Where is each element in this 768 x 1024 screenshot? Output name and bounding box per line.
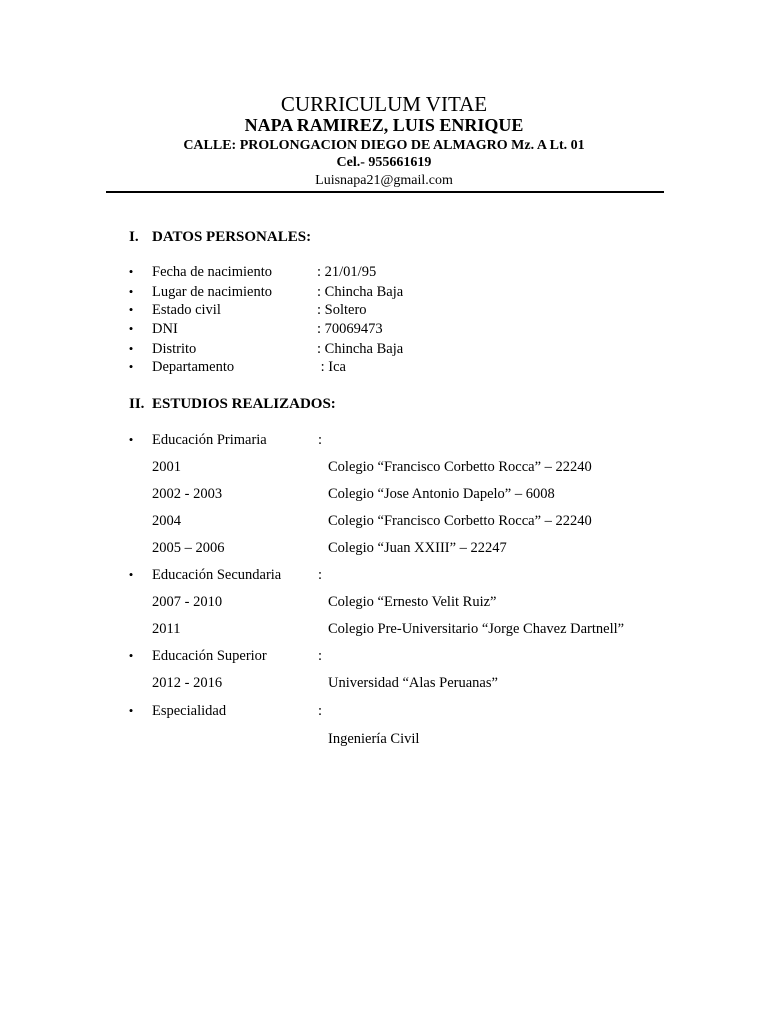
candidate-email: Luisnapa21@gmail.com bbox=[315, 173, 453, 188]
field-colon: : bbox=[318, 432, 323, 448]
bullet-icon: • bbox=[128, 432, 134, 447]
list-item-dni bbox=[0, 319, 768, 339]
bullet-icon: • bbox=[128, 648, 134, 663]
candidate-phone: Cel.- 955661619 bbox=[336, 155, 432, 170]
field-value: : Chincha Baja bbox=[317, 341, 404, 357]
cv-title: CURRICULUM VITAE bbox=[280, 92, 488, 116]
education-year: 2002 - 2003 bbox=[152, 486, 223, 502]
education-entry bbox=[0, 673, 768, 693]
field-value: : 70069473 bbox=[317, 321, 383, 337]
education-entry bbox=[0, 457, 768, 477]
education-year: 2005 – 2006 bbox=[152, 540, 225, 556]
field-value: : Chincha Baja bbox=[317, 284, 404, 300]
bullet-icon: • bbox=[128, 264, 134, 279]
education-school: Colegio “Juan XXIII” – 22247 bbox=[328, 540, 507, 556]
field-value: : 21/01/95 bbox=[317, 264, 377, 280]
list-item-especialidad bbox=[0, 701, 768, 721]
bullet-icon: • bbox=[128, 302, 134, 317]
education-school: Colegio “Francisco Corbetto Rocca” – 22240 bbox=[328, 513, 592, 529]
list-item-fecha-nacimiento bbox=[0, 262, 768, 282]
education-school: Colegio “Ernesto Velit Ruiz” bbox=[328, 594, 497, 610]
education-school: Universidad “Alas Peruanas” bbox=[328, 675, 498, 691]
list-item-educacion-primaria bbox=[0, 430, 768, 450]
education-level-label: Educación Primaria bbox=[152, 432, 267, 448]
list-item-departamento bbox=[0, 357, 768, 377]
especialidad-entry bbox=[0, 729, 768, 749]
education-level-label: Educación Superior bbox=[152, 648, 267, 664]
education-level-label: Especialidad bbox=[152, 703, 227, 719]
list-item-lugar-nacimiento bbox=[0, 282, 768, 302]
list-item-distrito bbox=[0, 339, 768, 359]
education-school: Colegio Pre-Universitario “Jorge Chavez Dartnell” bbox=[328, 621, 625, 637]
list-item-educacion-superior bbox=[0, 646, 768, 666]
field-label: Distrito bbox=[152, 341, 197, 357]
education-year: 2012 - 2016 bbox=[152, 675, 223, 691]
field-label: Lugar de nacimiento bbox=[152, 284, 272, 300]
section-title: DATOS PERSONALES: bbox=[152, 229, 312, 245]
bullet-icon: • bbox=[128, 567, 134, 582]
candidate-name: NAPA RAMIREZ, LUIS ENRIQUE bbox=[244, 115, 524, 135]
field-colon: : bbox=[318, 648, 323, 664]
field-value: : Ica bbox=[317, 359, 346, 375]
field-colon: : bbox=[318, 703, 323, 719]
section-number: II. bbox=[129, 396, 145, 412]
education-entry bbox=[0, 511, 768, 531]
especialidad-value: Ingeniería Civil bbox=[328, 731, 420, 747]
education-year: 2001 bbox=[152, 459, 181, 475]
bullet-icon: • bbox=[128, 703, 134, 718]
education-school: Colegio “Francisco Corbetto Rocca” – 22240 bbox=[328, 459, 592, 475]
section-estudios-heading bbox=[129, 395, 336, 413]
bullet-icon: • bbox=[128, 321, 134, 336]
field-label: Departamento bbox=[152, 359, 235, 375]
field-colon: : bbox=[318, 567, 323, 583]
field-value: : Soltero bbox=[317, 302, 367, 318]
education-entry bbox=[0, 619, 768, 639]
education-level-label: Educación Secundaria bbox=[152, 567, 282, 583]
education-year: 2007 - 2010 bbox=[152, 594, 223, 610]
section-datos-personales-heading bbox=[129, 228, 311, 246]
field-label: Estado civil bbox=[152, 302, 221, 318]
list-item-educacion-secundaria bbox=[0, 565, 768, 585]
candidate-address: CALLE: PROLONGACION DIEGO DE ALMAGRO Mz. A Lt. 01 bbox=[183, 138, 585, 153]
bullet-icon: • bbox=[128, 284, 134, 299]
education-entry bbox=[0, 538, 768, 558]
education-entry bbox=[0, 592, 768, 612]
field-label: Fecha de nacimiento bbox=[152, 264, 272, 280]
education-year: 2011 bbox=[152, 621, 181, 637]
education-school: Colegio “Jose Antonio Dapelo” – 6008 bbox=[328, 486, 555, 502]
bullet-icon: • bbox=[128, 341, 134, 356]
section-title: ESTUDIOS REALIZADOS: bbox=[152, 396, 336, 412]
education-entry bbox=[0, 484, 768, 504]
bullet-icon: • bbox=[128, 359, 134, 374]
header-divider bbox=[106, 191, 664, 193]
education-year: 2004 bbox=[152, 513, 181, 529]
list-item-estado-civil bbox=[0, 300, 768, 320]
field-label: DNI bbox=[152, 321, 178, 337]
section-number: I. bbox=[129, 229, 139, 245]
